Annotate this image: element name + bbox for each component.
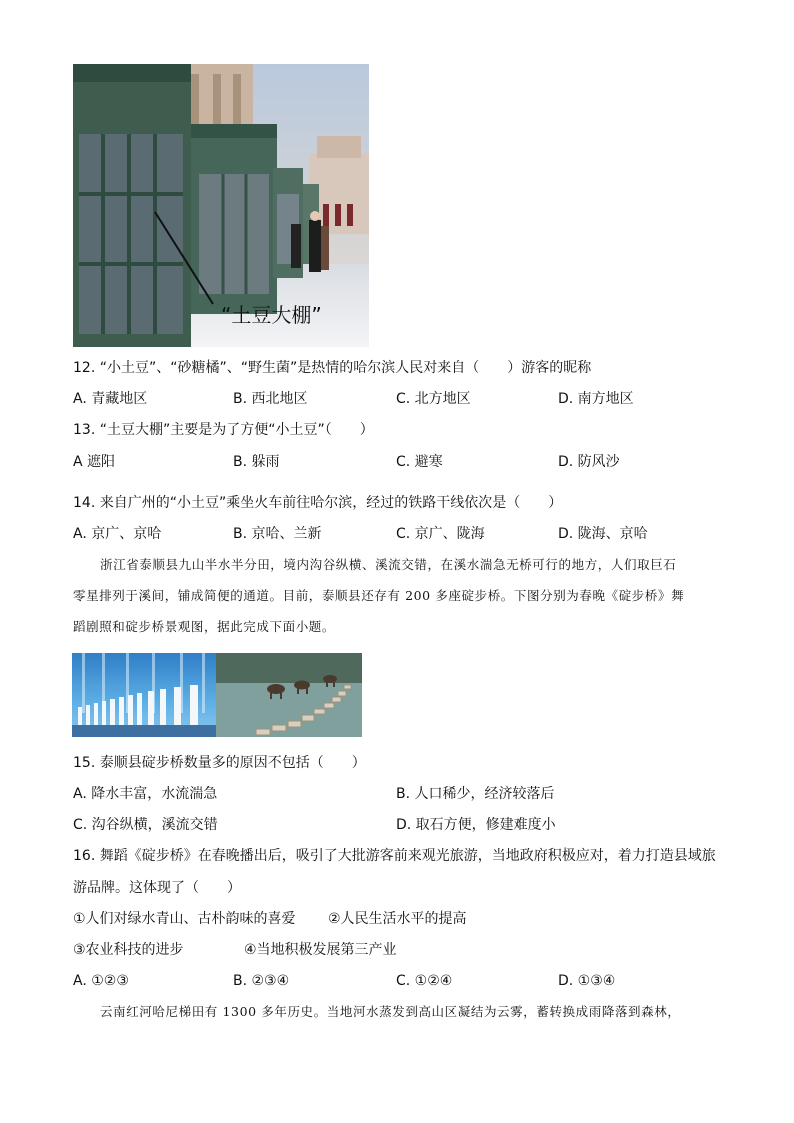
question-16-stem-line-2: 游品牌。这体现了（ ） bbox=[73, 880, 241, 896]
q15-option-a: A. 降水丰富，水流湍急 bbox=[73, 786, 218, 802]
stepping-stone-bridge-photo bbox=[216, 653, 362, 737]
q16-option-a: A. ①②③ bbox=[73, 973, 129, 989]
q16-item-2: ②人民生活水平的提高 bbox=[328, 911, 467, 927]
passage-hani-terraces bbox=[73, 996, 723, 1027]
q16-option-c: C. ①②④ bbox=[396, 973, 453, 989]
q14-option-d: D. 陇海、京哈 bbox=[558, 526, 648, 542]
q16-item-3: ③农业科技的进步 bbox=[73, 942, 184, 958]
q12-option-d: D. 南方地区 bbox=[558, 391, 634, 407]
q15-option-d: D. 取石方便，修建难度小 bbox=[396, 817, 556, 833]
dance-stage-photo bbox=[72, 653, 216, 737]
q16-item-4: ④当地积极发展第三产业 bbox=[244, 942, 397, 958]
q14-option-b: B. 京哈、兰新 bbox=[233, 526, 322, 542]
q15-option-b: B. 人口稀少，经济较落后 bbox=[396, 786, 555, 802]
q12-option-b: B. 西北地区 bbox=[233, 391, 308, 407]
q13-option-b: B. 躲雨 bbox=[233, 454, 280, 470]
q16-option-b: B. ②③④ bbox=[233, 973, 290, 989]
q13-option-d: D. 防风沙 bbox=[558, 454, 620, 470]
q13-option-c: C. 避寒 bbox=[396, 454, 443, 470]
question-12-stem: 12. “小土豆”、“砂糖橘”、“野生菌”是热情的哈尔滨人民对来自（ ）游客的昵称 bbox=[73, 360, 592, 376]
q14-option-a: A. 京广、京哈 bbox=[73, 526, 162, 542]
question-16-stem-line-1: 16. 舞蹈《碇步桥》在春晚播出后，吸引了大批游客前来观光旅游，当地政府积极应对，着力打造县域旅 bbox=[73, 848, 716, 864]
q13-option-a: A 遮阳 bbox=[73, 454, 116, 470]
q16-item-1: ①人们对绿水青山、古朴韵味的喜爱 bbox=[73, 911, 296, 927]
passage-tingbu-bridge bbox=[73, 549, 723, 642]
potato-greenhouse-illustration bbox=[73, 64, 369, 347]
passage-line-2: 零星排列于溪间，铺成简便的通道。目前，泰顺县还存有 200 多座碇步桥。下图分别为春晚《碇步桥》舞 bbox=[73, 588, 685, 603]
dance-stage-illustration bbox=[72, 653, 216, 737]
q15-option-c: C. 沟谷纵横，溪流交错 bbox=[73, 817, 218, 833]
q12-option-a: A. 青藏地区 bbox=[73, 391, 148, 407]
passage-line-3: 蹈剧照和碇步桥景观图，据此完成下面小题。 bbox=[73, 619, 336, 634]
q12-option-c: C. 北方地区 bbox=[396, 391, 471, 407]
q16-option-d: D. ①③④ bbox=[558, 973, 616, 989]
potato-greenhouse-photo bbox=[73, 64, 369, 347]
passage-hani-line-1: 云南红河哈尼梯田有 1300 多年历史。当地河水蒸发到高山区凝结为云雾，蓄转换成雨降落到森林， bbox=[100, 1004, 681, 1019]
passage-line-1: 浙江省泰顺县九山半水半分田，境内沟谷纵横、溪流交错，在溪水湍急无桥可行的地方，人们取巨石 bbox=[100, 557, 677, 572]
question-15-stem: 15. 泰顺县碇步桥数量多的原因不包括（ ） bbox=[73, 755, 366, 771]
q14-option-c: C. 京广、陇海 bbox=[396, 526, 485, 542]
question-13-stem: 13. “土豆大棚”主要是为了方便“小土豆”（ ） bbox=[73, 422, 374, 438]
stepping-stone-bridge-illustration bbox=[216, 653, 362, 737]
potato-greenhouse-caption: “土豆大棚” bbox=[221, 303, 322, 327]
question-14-stem: 14. 来自广州的“小土豆”乘坐火车前往哈尔滨，经过的铁路干线依次是（ ） bbox=[73, 495, 563, 511]
